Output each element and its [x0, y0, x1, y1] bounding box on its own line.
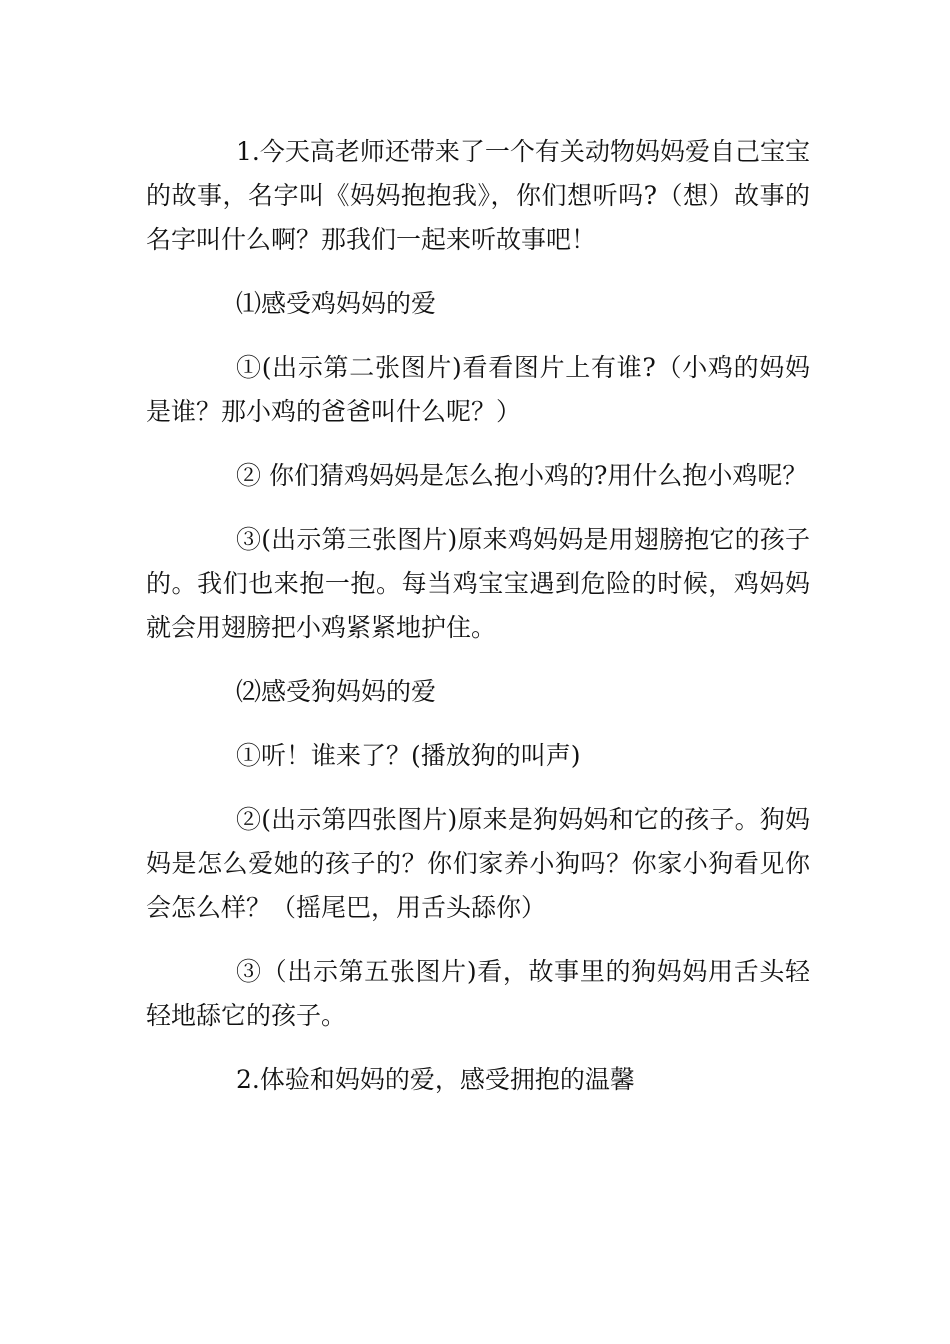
paragraph-hen-step-1: ①(出示第二张图片)看看图片上有谁?（小鸡的妈妈是谁？那小鸡的爸爸叫什么呢？）: [146, 353, 810, 426]
document-body: [146, 130, 810, 1102]
paragraph-hen-step-2: ② 你们猜鸡妈妈是怎么抱小鸡的?用什么抱小鸡呢？: [236, 461, 808, 490]
section-heading-dog: ⑵感受狗妈妈的爱: [236, 677, 437, 706]
paragraph-story-intro: 1.今天高老师还带来了一个有关动物妈妈爱自己宝宝的故事，名字叫《妈妈抱抱我》，你们想听吗?（想）故事的名字叫什么啊？那我们一起来听故事吧！: [146, 137, 810, 254]
section-heading-hen: ⑴感受鸡妈妈的爱: [236, 289, 437, 318]
paragraph-dog-step-1: ①听！谁来了？(播放狗的叫声): [236, 741, 581, 770]
paragraph-section-2-heading: 2.体验和妈妈的爱，感受拥抱的温馨: [236, 1065, 635, 1094]
paragraph-hen-step-3: ③(出示第三张图片)原来鸡妈妈是用翅膀抱它的孩子的。我们也来抱一抱。每当鸡宝宝遇到危险的时候，鸡妈妈就会用翅膀把小鸡紧紧地护住。: [146, 525, 810, 642]
paragraph-dog-step-2: ②(出示第四张图片)原来是狗妈妈和它的孩子。狗妈妈是怎么爱她的孩子的？你们家养小狗吗？你家小狗看见你会怎么样？（摇尾巴，用舌头舔你）: [146, 805, 810, 922]
paragraph-dog-step-3: ③（出示第五张图片)看，故事里的狗妈妈用舌头轻轻地舔它的孩子。: [146, 957, 810, 1030]
